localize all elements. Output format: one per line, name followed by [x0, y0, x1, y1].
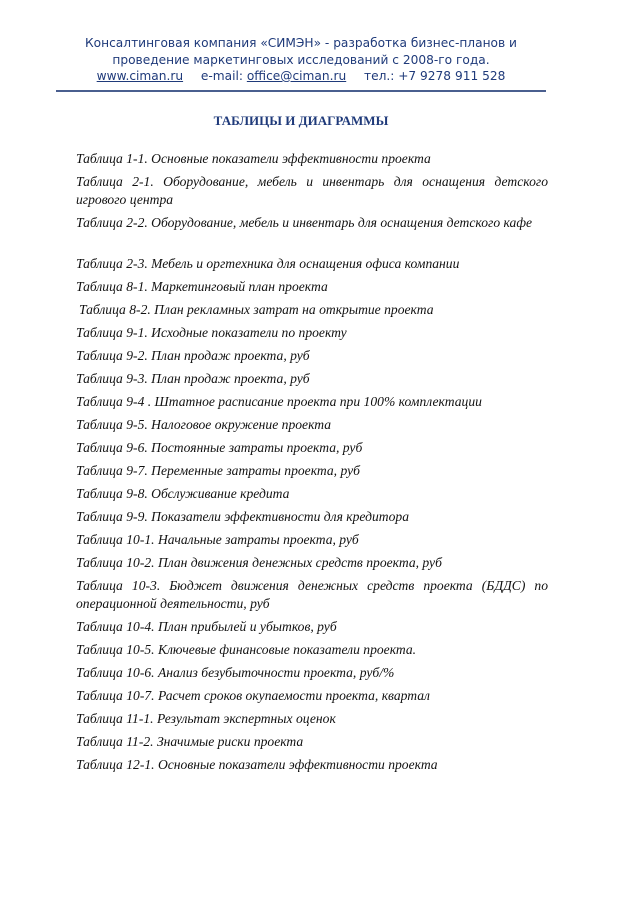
list-item: Таблица 10-6. Анализ безубыточности проекта, руб/% — [76, 665, 395, 680]
list-item: Таблица 9-8. Обслуживание кредита — [76, 486, 290, 501]
header-divider — [56, 90, 546, 92]
list-item: Таблица 9-6. Постоянные затраты проекта, руб — [76, 440, 363, 455]
phone-number: тел.: +7 9278 911 528 — [363, 69, 506, 83]
list-item: Таблица 8-1. Маркетинговый план проекта — [76, 279, 328, 294]
list-item: Таблица 10-2. План движения денежных средств проекта, руб — [76, 555, 442, 570]
list-item: Таблица 10-3. Бюджет движения денежных средств проекта (БДДС) по операционной деятельности, руб — [76, 578, 548, 611]
list-item: Таблица 10-4. План прибылей и убытков, руб — [76, 619, 337, 634]
header-line-2: проведение маркетинговых исследований с 2008-го года. — [112, 52, 490, 67]
list-item: Таблица 9-1. Исходные показатели по проекту — [76, 325, 347, 340]
list-item: Таблица 2-1. Оборудование, мебель и инвентарь для оснащения детского игрового центра — [76, 174, 548, 207]
list-item: Таблица 8-2. План рекламных затрат на открытие проекта — [79, 302, 434, 317]
list-item: Таблица 11-1. Результат экспертных оценок — [76, 711, 336, 726]
email-label: e-mail: — [200, 69, 243, 83]
list-item: Таблица 10-5. Ключевые финансовые показатели проекта. — [76, 642, 417, 657]
website-link[interactable]: www.ciman.ru — [96, 69, 184, 83]
tables-list — [76, 150, 548, 779]
list-item: Таблица 10-7. Расчет сроков окупаемости проекта, квартал — [76, 688, 430, 703]
list-item: Таблица 9-3. План продаж проекта, руб — [76, 371, 310, 386]
list-item: Таблица 10-1. Начальные затраты проекта, руб — [76, 532, 359, 547]
list-item: Таблица 9-9. Показатели эффективности для кредитора — [76, 509, 410, 524]
email-link[interactable]: office@ciman.ru — [246, 69, 347, 83]
list-item: Таблица 1-1. Основные показатели эффективности проекта — [76, 151, 431, 166]
list-item: Таблица 9-7. Переменные затраты проекта, руб — [76, 463, 360, 478]
list-item: Таблица 12-1. Основные показатели эффективности проекта — [76, 757, 438, 772]
list-item: Таблица 9-2. План продаж проекта, руб — [76, 348, 310, 363]
header-line-1: Консалтинговая компания «СИМЭН» - разработка бизнес-планов и — [85, 36, 517, 50]
section-title: ТАБЛИЦЫ И ДИАГРАММЫ — [213, 113, 389, 128]
list-item: Таблица 2-3. Мебель и оргтехника для оснащения офиса компании — [76, 256, 460, 271]
list-item: Таблица 9-5. Налоговое окружение проекта — [76, 417, 332, 432]
list-item: Таблица 11-2. Значимые риски проекта — [76, 734, 304, 749]
header-contacts — [56, 68, 546, 85]
list-item: Таблица 2-2. Оборудование, мебель и инвентарь для оснащения детского кафе — [76, 215, 533, 230]
list-item: Таблица 9-4 . Штатное расписание проекта при 100% комплектации — [76, 394, 482, 409]
company-header — [56, 35, 546, 85]
